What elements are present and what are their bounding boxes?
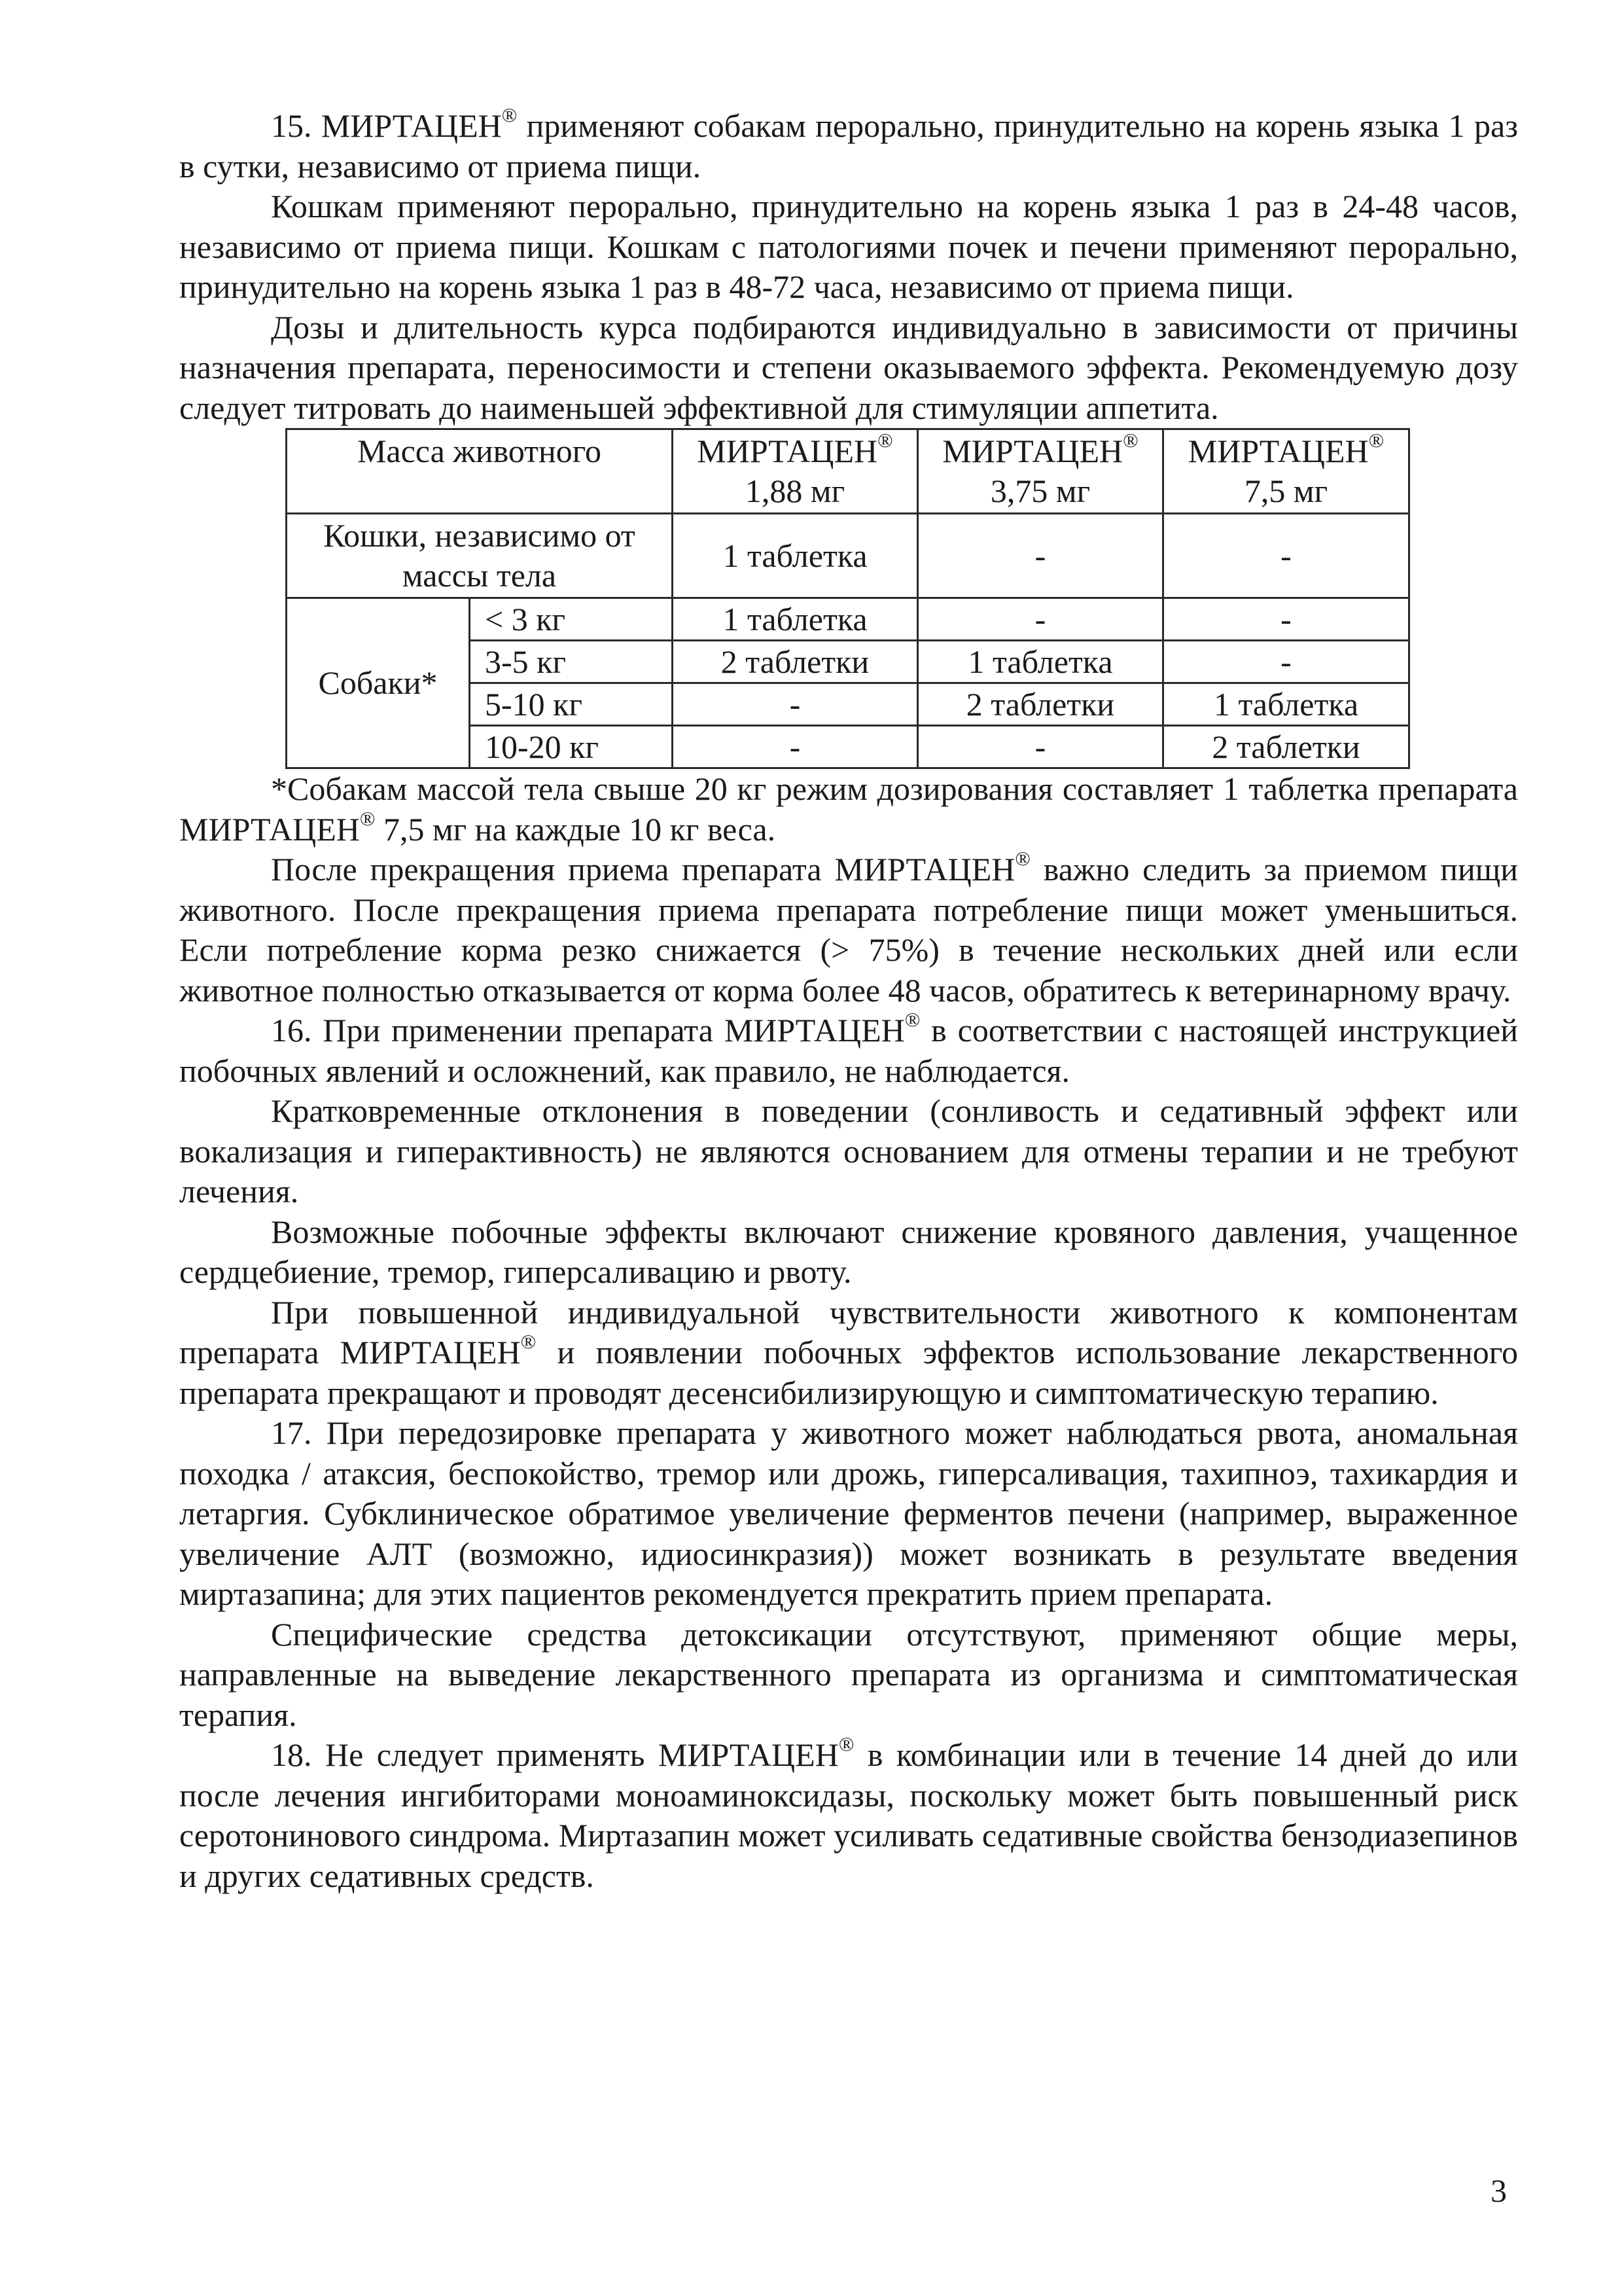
- weight-cell: 5-10 кг: [470, 683, 673, 726]
- weight-cell: 3-5 кг: [470, 641, 673, 683]
- paragraph-detox: Специфические средства детоксикации отсутствуют, применяют общие меры, направленные на выведение лекарственного препарата из организма и симптоматическая терапия.: [179, 1615, 1518, 1733]
- header-dose-3-75: МИРТАЦЕН® 3,75 мг: [918, 429, 1163, 514]
- table-cell: -: [1163, 598, 1409, 641]
- table-cell: 1 таблетка: [918, 641, 1163, 683]
- weight-cell: 10-20 кг: [470, 726, 673, 768]
- header-dose-7-5: МИРТАЦЕН® 7,5 мг: [1163, 429, 1409, 514]
- weight-cell: < 3 кг: [470, 598, 673, 641]
- table-cell: -: [673, 726, 918, 768]
- table-cell: -: [918, 514, 1163, 598]
- paragraph-behavior: Кратковременные отклонения в поведении (сонливость и седативный эффект или вокализация и гиперактивность) не являются основанием для отмены терапии и не требуют лечения.: [179, 1092, 1518, 1210]
- page-content: [179, 103, 1519, 1896]
- table-cell: -: [673, 683, 918, 726]
- table-row: [287, 598, 1409, 641]
- table-cell: -: [918, 726, 1163, 768]
- cats-label: Кошки, независимо от массы тела: [287, 514, 673, 598]
- table-cell: 1 таблетка: [1163, 683, 1409, 726]
- paragraph-side-effects: Возможные побочные эффекты включают снижение кровяного давления, учащенное сердцебиение, тремор, гиперсаливацию и рвоту.: [179, 1213, 1518, 1290]
- table-row: [287, 514, 1409, 598]
- paragraph-18: 18. Не следует применять МИРТАЦЕН® в комбинации или в течение 14 дней до или после лечения ингибиторами моноаминоксидазы, поскольку может быть повышенный риск серотонинового синдрома. Миртазапин может усиливать седативные свойства бензодиазепинов и других седативных средств.: [179, 1732, 1518, 1894]
- paragraph-15: 15. МИРТАЦЕН® применяют собакам перорально, принудительно на корень языка 1 раз в сутки, независимо от приема пищи.: [179, 103, 1519, 185]
- dosage-table: [285, 428, 1410, 769]
- paragraph-after-stop: После прекращения приема препарата МИРТАЦЕН® важно следить за приемом пищи животного. После прекращения приема препарата потребление пищи может уменьшиться. Если потребление корма резко снижается (> 75%) в течение нескольких дней или если животное полностью отказывается от корма более 48 часов, обратитесь к ветеринарному врачу.: [179, 846, 1518, 1009]
- header-dose-1-88: МИРТАЦЕН® 1,88 мг: [673, 429, 918, 514]
- table-cell: -: [1163, 514, 1409, 598]
- paragraph-cats-dosing: Кошкам применяют перорально, принудительно на корень языка 1 раз в 24-48 часов, независимо от приема пищи. Кошкам с патологиями почек и печени применяют перорально, принудительно на корень языка 1 раз в 48-72 часа, независимо от приема пищи.: [179, 188, 1518, 305]
- table-cell: 1 таблетка: [673, 514, 918, 598]
- table-cell: 2 таблетки: [673, 641, 918, 683]
- table-cell: -: [918, 598, 1163, 641]
- paragraph-dose-titration: Дозы и длительность курса подбираются индивидуально в зависимости от причины назначения препарата, переносимости и степени оказываемого эффекта. Рекомендуемую дозу следует титровать до наименьшей эффективной для стимуляции аппетита.: [179, 308, 1518, 426]
- table-header-row: [287, 429, 1409, 514]
- table-cell: 1 таблетка: [673, 598, 918, 641]
- table-cell: 2 таблетки: [1163, 726, 1409, 768]
- table-cell: -: [1163, 641, 1409, 683]
- paragraph-sensitivity: При повышенной индивидуальной чувствительности животного к компонентам препарата МИРТАЦЕН® и появлении побочных эффектов использование лекарственного препарата прекращают и проводят десенсибилизирующую и симптоматическую терапию.: [179, 1293, 1519, 1411]
- footnote-dogs-over-20kg: *Собакам массой тела свыше 20 кг режим дозирования составляет 1 таблетка препарата МИРТАЦЕН® 7,5 мг на каждые 10 кг веса.: [179, 770, 1518, 848]
- page-number: 3: [1491, 2172, 1507, 2209]
- paragraph-17: 17. При передозировке препарата у животного может наблюдаться рвота, аномальная походка / атаксия, беспокойство, тремор или дрожь, гиперсаливация, тахипноэ, тахикардия и летаргия. Субклиническое обратимое увеличение ферментов печени (например, выраженное увеличение АЛТ (возможно, идиосинкразия)) может возникать в результате введения миртазапина; для этих пациентов рекомендуется прекратить прием препарата.: [179, 1414, 1518, 1612]
- header-animal-mass: Масса животного: [287, 429, 673, 514]
- paragraph-16: 16. При применении препарата МИРТАЦЕН® в соответствии с настоящей инструкцией побочных явлений и осложнений, как правило, не наблюдается.: [179, 1007, 1519, 1089]
- table-cell: 2 таблетки: [918, 683, 1163, 726]
- dogs-label: Собаки*: [287, 598, 470, 768]
